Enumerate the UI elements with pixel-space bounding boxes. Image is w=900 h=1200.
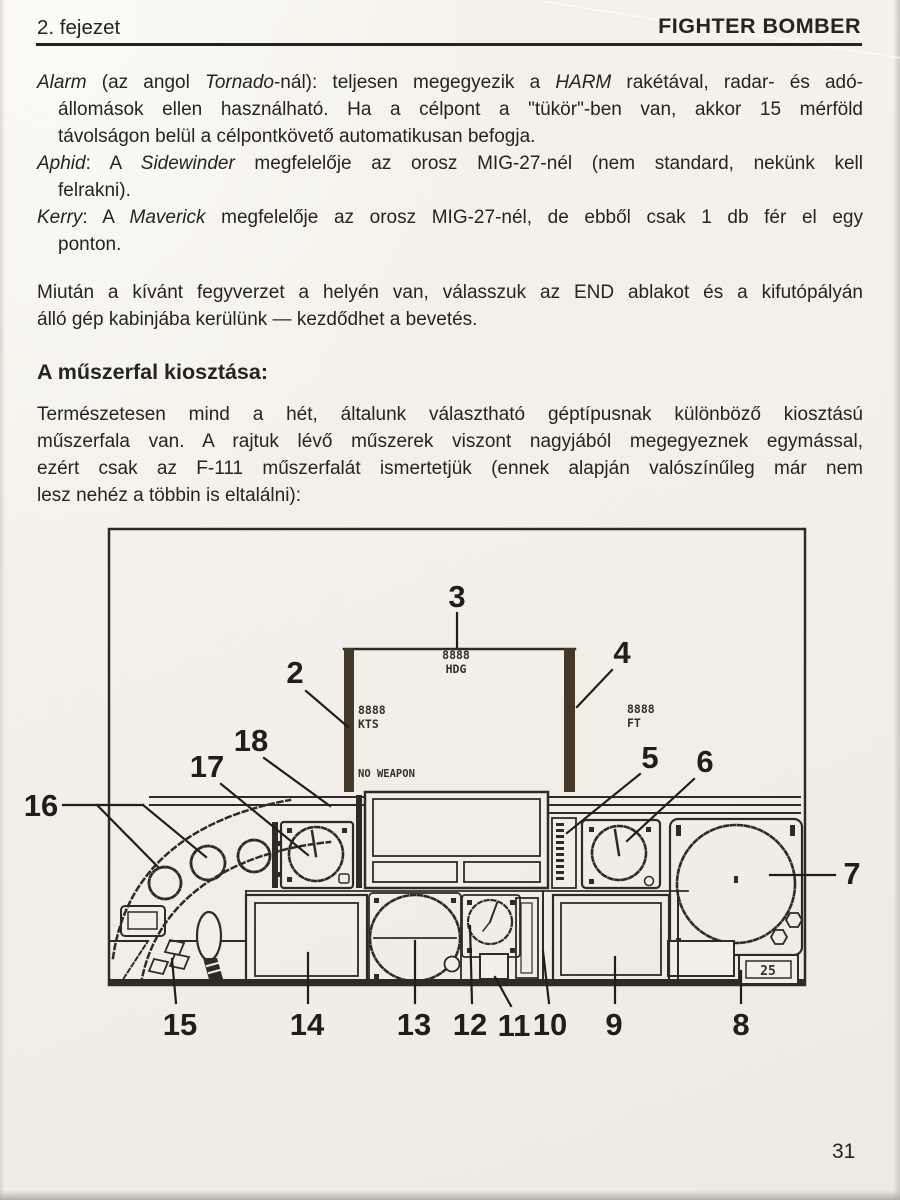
intro-paragraphs [37,69,863,333]
round-gauge-small-2 [191,846,225,880]
callout-2: 2 [286,655,304,690]
radar-blip [734,876,738,883]
header-rule [36,43,862,46]
text-segment: állomások ellen használható. Ha a célpont a "tükör"-ben van, akkor 15 mérföld [58,99,863,120]
text-segment: (az angol [86,72,205,93]
paragraph-line [37,96,863,123]
center-display-readout-right [464,862,540,882]
cockpit-curve-inner [141,842,330,984]
callout-18: 18 [233,723,269,758]
book-title: FIGHTER BOMBER [658,14,861,38]
text-segment: ezért csak az F-111 műszerfalát ismertetjük (ennek alapján valószínűleg már nem [37,458,863,479]
hud-altitude-digits: 8888 [627,702,655,716]
instrument-panel-figure [0,520,900,1060]
center-display-screen [373,799,540,856]
callout-13: 13 [396,1007,432,1042]
paragraph [37,279,863,333]
after-heading-paragraphs [37,401,863,509]
paragraph-line [37,231,863,258]
paragraph [37,204,863,258]
hud-altitude-label: FT [627,716,641,730]
italic-term: Kerry [37,207,83,228]
round-gauge-small-1 [149,867,181,899]
italic-term: Maverick [129,207,206,228]
throttle-knob [197,912,221,960]
paragraph-line [37,428,863,455]
display-14 [246,895,367,984]
hud-speed-digits: 8888 [358,703,386,717]
gauge-12-needle [490,903,497,922]
callout-5: 5 [641,740,659,775]
left-side-panel [109,800,330,984]
italic-term: HARM [555,72,612,93]
callout-14: 14 [289,1007,325,1042]
radar-scope-circle [677,825,795,943]
console-key-1 [149,959,168,974]
callout-17: 17 [189,749,225,784]
callout-8: 8 [732,1007,750,1042]
chapter-label: 2. fejezet [37,16,121,39]
display-9 [553,895,669,982]
callout-6: 6 [696,744,714,779]
paragraph-line [37,306,863,333]
callout-12: 12 [452,1007,488,1042]
paragraph-line [37,123,863,150]
paragraph [37,150,863,204]
text-segment: -nál): teljesen megegyezik a [273,72,556,93]
gauge-6 [582,820,660,888]
knob-hex-1 [771,930,787,944]
readout-8-value: 25 [760,964,776,979]
gauge-17 [272,795,362,888]
italic-term: Tornado [204,72,274,93]
callout-16: 16 [23,788,59,823]
text-segment: műszerfala van. A rajtuk lévő műszerek viszont nagyjából megegyeznek egymással, [37,431,863,452]
page-number: 31 [832,1140,856,1163]
text-segment: : A [82,207,130,228]
scan-edge-bottom [0,1190,900,1200]
hud-heading-label: HDG [445,662,467,676]
paragraph-line [37,401,863,428]
text-segment: Természetesen mind a hét, általunk választható géptípusnak különböző kiosztású [37,404,863,425]
callout-4: 4 [613,635,631,670]
body-text [37,69,863,509]
text-segment: megfelelője az orosz MIG-27-nél (nem standard, nekünk kell [234,153,863,174]
italic-term: Sidewinder [140,153,235,174]
gauge-6-needle [615,830,619,855]
italic-term: Aphid [37,153,86,174]
display-9-screen [561,903,661,975]
callout-7: 7 [843,856,861,891]
text-segment: álló gép kabinjába kerülünk — kezdődhet a bevetés. [37,309,478,330]
text-segment: távolságon belül a célpontkövető automatikusan befogja. [58,126,536,147]
center-display-readout-left [373,862,457,882]
paragraph-line [37,455,863,482]
text-segment: megfelelője az orosz MIG-27-nél, de ebből csak 1 db fér el egy [205,207,863,228]
paragraph [37,69,863,150]
switch-box-11 [480,954,508,979]
callout-11: 11 [497,1008,531,1043]
paragraph-line [37,177,863,204]
knob-hex-2 [786,913,802,927]
paragraph-line [37,150,863,177]
text-segment: Miután a kívánt fegyverzet a helyén van, válasszuk az END ablakot és a kifutópályán [37,282,863,303]
paragraph-line [37,279,863,306]
paragraph-line [37,482,863,509]
paragraph-line [37,69,863,96]
hud-heading-digits: 8888 [442,648,470,662]
section-heading: A műszerfal kiosztása: [37,360,269,384]
paragraph [37,401,863,509]
display-14-screen [255,903,358,976]
hud-weapon-status: NO WEAPON [358,768,415,780]
hud-speed-label: KTS [358,717,379,731]
hud-left-post [344,648,354,792]
text-segment: lesz nehéz a többin is eltalálni): [37,485,302,506]
console-key-3 [165,940,184,955]
radar-scope-7 [668,819,802,984]
callout-10: 10 [532,1007,568,1042]
center-display-18 [365,792,548,888]
hud-right-post [564,648,575,792]
callout-9: 9 [605,1007,623,1042]
callout-15: 15 [162,1007,198,1042]
text-segment: felrakni). [58,180,131,201]
text-segment: : A [85,153,141,174]
paragraph-line [37,204,863,231]
attitude-knob [445,957,460,972]
text-segment: rakétával, radar- és adó- [611,72,864,93]
text-segment: ponton. [58,234,122,255]
callout-3: 3 [448,579,466,614]
italic-term: Alarm [37,72,87,93]
hud [344,648,655,792]
